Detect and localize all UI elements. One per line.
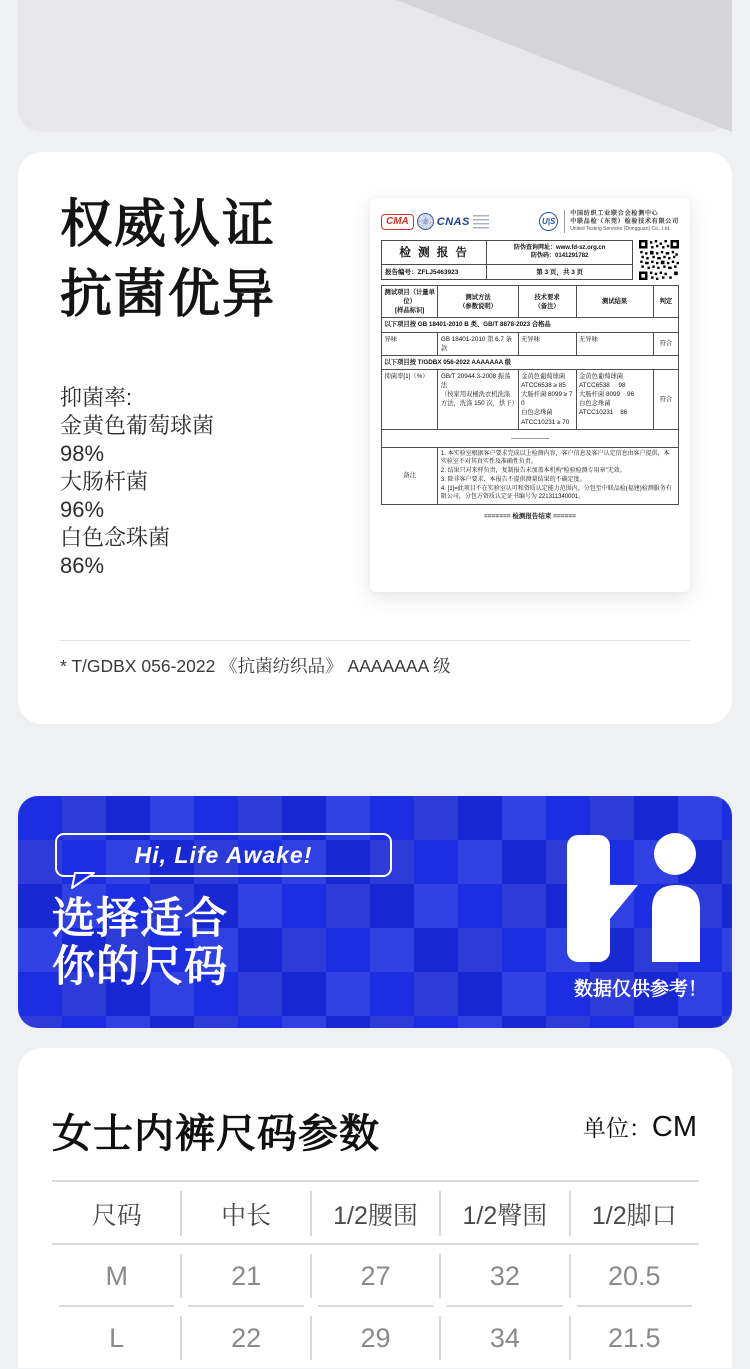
report-title: 检 测 报 告 bbox=[382, 241, 487, 265]
size-header-cell: 尺码 bbox=[52, 1182, 181, 1245]
banner-heading-line1: 选择适合 bbox=[52, 895, 228, 943]
odor-requirement: 无异味 bbox=[518, 332, 576, 355]
lab-name-cn2: 中联品检（东莞）检验技术有限公司 bbox=[570, 219, 679, 225]
cert-footnote: * T/GDBX 056-2022 《抗菌纺织品》 AAAAAAA 级 bbox=[60, 656, 451, 676]
anti-requirement: 金黄色葡萄球菌 ATCC6538 ≥ 85 大肠杆菌 8099 ≥ 70 白色念珠菌 ATCC10231 ≥ 70 bbox=[518, 369, 576, 429]
report-title-table bbox=[381, 240, 633, 280]
size-cell: 34 bbox=[440, 1307, 569, 1369]
size-cell: 27 bbox=[311, 1245, 440, 1307]
bubble-text: Hi, Life Awake! bbox=[134, 841, 313, 868]
size-table-title: 女士内裤尺码参数 bbox=[52, 1112, 380, 1156]
report-col-item: 测试项目（计量单位） [样品标识] bbox=[382, 286, 438, 318]
cert-heading-line1: 权威认证 bbox=[60, 196, 277, 254]
size-parameter-card bbox=[18, 1048, 732, 1368]
size-table-row bbox=[52, 1245, 699, 1307]
anti-result: 金黄色葡萄球菌 ATCC6538 98 大肠杆菌 8099 96 白色念珠菌 ATCC10231 86 bbox=[576, 369, 653, 429]
lab-name-en: United Testing Services (Dongguan) Co., Ltd. bbox=[570, 226, 671, 232]
size-cell: 29 bbox=[311, 1307, 440, 1369]
report-result-table bbox=[381, 285, 679, 505]
antifake-info: 防伪查询网址：www.fd-sz.org.cn 防伪码：0141291782 bbox=[487, 241, 633, 265]
rate-name: 金黄色葡萄球菌 bbox=[60, 413, 215, 438]
report-col-requirement: 技术要求 （备注） bbox=[518, 286, 576, 318]
unit-label: 单位： bbox=[582, 1115, 652, 1141]
size-table bbox=[52, 1182, 699, 1369]
banner-note: 数据仅供参考！ bbox=[573, 979, 707, 1000]
odor-verdict: 符合 bbox=[653, 332, 678, 355]
cert-heading bbox=[60, 190, 276, 330]
lab-name-cn1: 中国纺织工业联合会检测中心 bbox=[570, 211, 659, 217]
size-cell: M bbox=[52, 1245, 181, 1307]
report-span-row: 以下项目按 T/GDBX 056-2022 AAAAAAA 级 bbox=[382, 355, 679, 369]
size-cell: 20.5 bbox=[570, 1245, 699, 1307]
rate-label: 抑菌率: bbox=[60, 385, 133, 410]
size-cell: L bbox=[109, 1322, 125, 1353]
banner-heading bbox=[52, 895, 228, 991]
antibacterial-rates bbox=[60, 384, 214, 580]
size-table-row bbox=[52, 1307, 699, 1369]
certification-card bbox=[18, 152, 732, 724]
report-page-info: 第 3 页，共 3 页 bbox=[487, 264, 633, 279]
odor-method: GB 18401-2010 第 6.7 条款 bbox=[438, 332, 518, 355]
anti-verdict: 符合 bbox=[653, 369, 678, 429]
remark-label: 备注 bbox=[382, 447, 438, 504]
anti-item: 抑菌率[1]（%） bbox=[382, 369, 438, 429]
accreditation-logos bbox=[381, 213, 489, 230]
rate-name: 大肠杆菌 bbox=[60, 469, 149, 494]
size-table-header-row bbox=[52, 1182, 699, 1245]
size-header-cell: 中长 bbox=[181, 1182, 310, 1245]
report-span-row: 以下项目按 GB 18401-2010 B 类、GB/T 8878-2023 合格品 bbox=[382, 318, 679, 332]
report-dash-row: —————— bbox=[382, 429, 679, 447]
hi-logo-icon bbox=[565, 833, 702, 965]
odor-result: 无异味 bbox=[576, 332, 653, 355]
size-header-cell: 1/2臀围 bbox=[440, 1182, 569, 1245]
report-header bbox=[381, 210, 679, 233]
report-number: 报告编号：ZFLJ5463923 bbox=[382, 264, 487, 279]
size-table-wrap bbox=[52, 1180, 699, 1369]
cert-heading-line2: 抗菌优异 bbox=[60, 266, 277, 324]
cnas-logo-icon: CNAS bbox=[436, 215, 470, 228]
ilac-seal-icon bbox=[417, 213, 434, 230]
speech-bubble bbox=[55, 833, 392, 877]
uts-logo-icon: U|S bbox=[539, 212, 558, 231]
size-cell: 21.5 bbox=[570, 1307, 699, 1369]
cma-logo-icon: CMA bbox=[381, 214, 414, 230]
unit-value: CM bbox=[651, 1111, 697, 1143]
test-report-paper bbox=[370, 198, 690, 592]
lab-identity bbox=[539, 210, 679, 233]
rate-name: 白色念珠菌 bbox=[60, 525, 171, 550]
report-titlebar bbox=[381, 240, 679, 280]
rate-value: 96% bbox=[60, 497, 105, 522]
size-banner bbox=[18, 796, 732, 1028]
report-col-verdict: 判定 bbox=[653, 286, 678, 318]
report-col-method: 测试方法 （参数说明） bbox=[438, 286, 518, 318]
qr-code-icon bbox=[639, 240, 679, 280]
top-section-card bbox=[18, 0, 732, 132]
bubble-tail-icon bbox=[71, 873, 95, 890]
size-cell: 21 bbox=[181, 1245, 310, 1307]
banner-heading-line2: 你的尺码 bbox=[52, 943, 228, 991]
anti-method: GB/T 20944.3-2008 振荡法 （按家用双桶洗衣机洗涤方法，洗涤 150 次，烘干） bbox=[438, 369, 518, 429]
rate-value: 86% bbox=[60, 553, 105, 578]
odor-item: 异味 bbox=[382, 332, 438, 355]
lab-name-block bbox=[564, 210, 679, 233]
unit-indicator bbox=[583, 1110, 697, 1144]
remark-notes: 1. 本实验室根据客户要求完成以上检测内容，客户信息及客户认定信息由客户提供，本实验室不对其真实性及准确性负责。 2. 结果只对来样负责，复制报告未加盖本机构“检验检测专用章”无效。 3. 除非客户要求，本报告不提供测量结果的不确定度。 4. [1]=此项目不在实验室认可和资质认定能力范围内，分包至中联品检(福建)检测服务有限公司，分包方资质认定证书编号为 221311340001。 bbox=[438, 447, 679, 504]
size-cell: 22 bbox=[181, 1307, 310, 1369]
size-header-cell: 1/2脚口 bbox=[570, 1182, 699, 1245]
divider bbox=[60, 640, 690, 641]
size-cell: 32 bbox=[440, 1245, 569, 1307]
report-end-line: ======= 检测报告结束 ====== bbox=[484, 512, 576, 520]
accreditation-microtext bbox=[473, 215, 489, 229]
size-header-cell: 1/2腰围 bbox=[311, 1182, 440, 1245]
report-col-result: 测试结果 bbox=[576, 286, 653, 318]
diagonal-decoration bbox=[18, 0, 732, 132]
rate-value: 98% bbox=[60, 441, 105, 466]
